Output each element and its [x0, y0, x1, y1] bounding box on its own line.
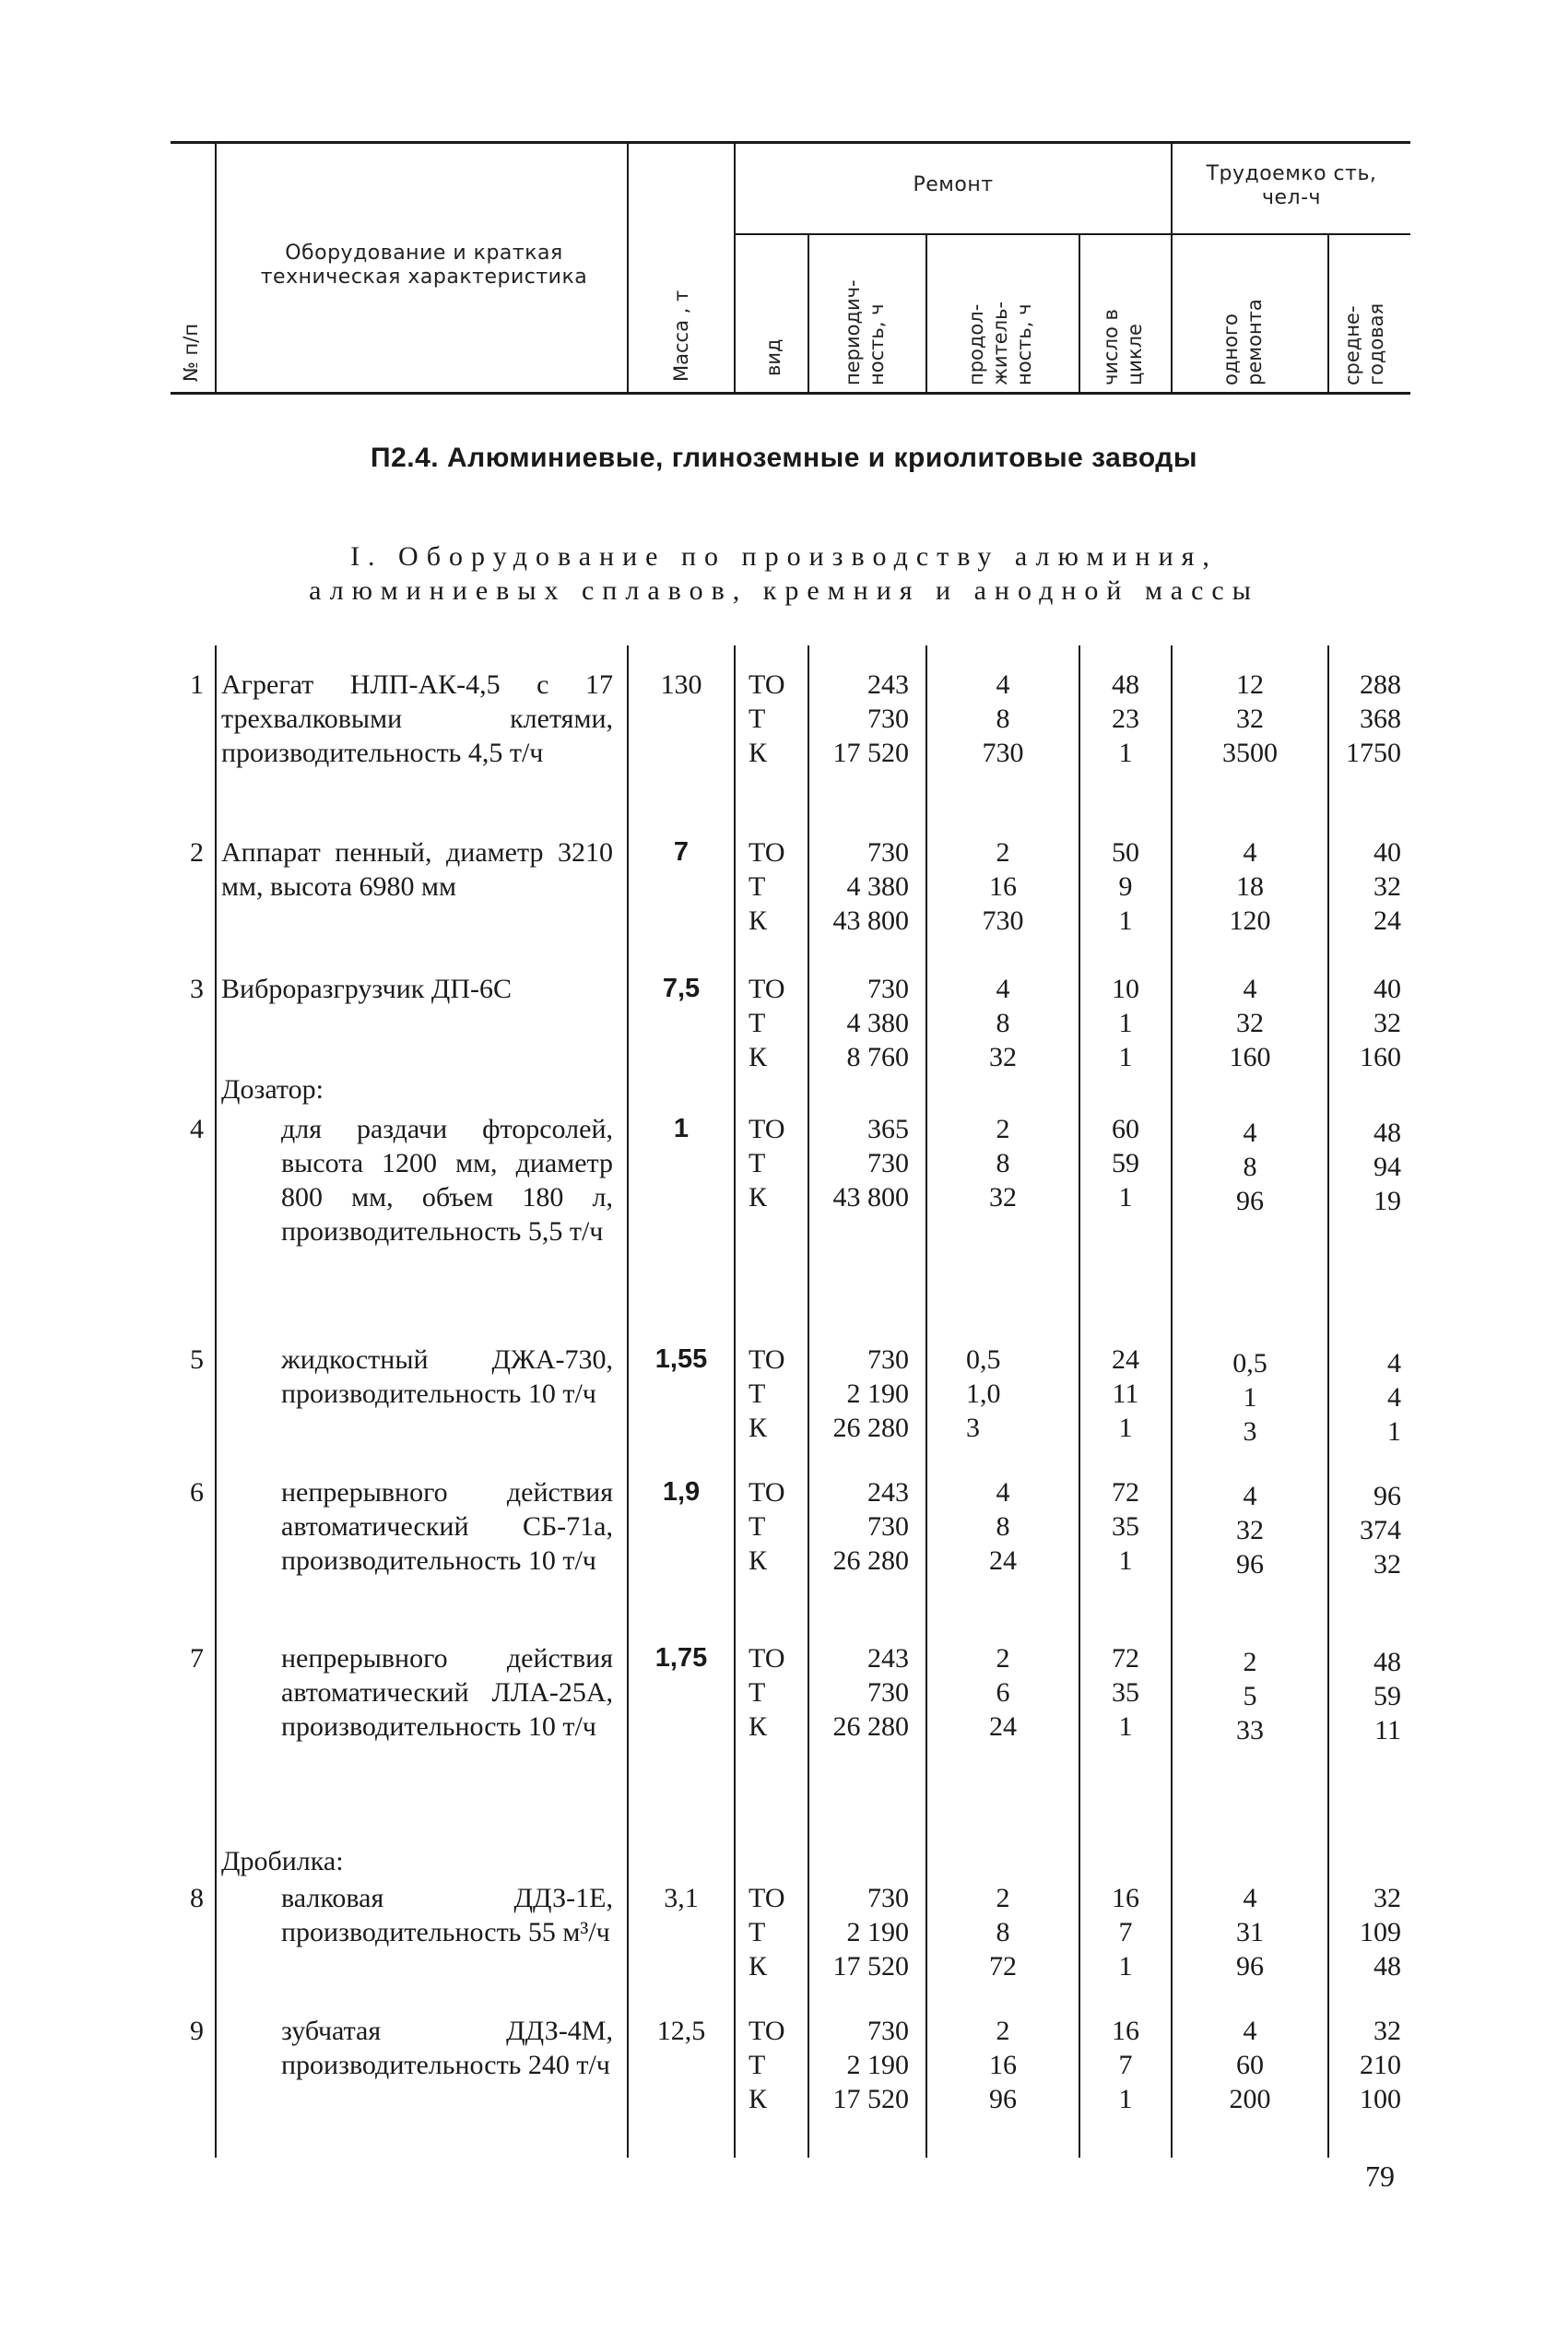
row-7-labor-one: 2 5 33: [1236, 1647, 1264, 1745]
row-9-num: 9: [190, 2016, 204, 2046]
header-col-period: периодич- ность, ч: [842, 279, 888, 385]
row-7-period: 243 730 26 280: [832, 1643, 909, 1742]
row-9-mass: 12,5: [656, 2016, 706, 2046]
row-8-period: 730 2 190 17 520: [832, 1883, 909, 1982]
row-2-num: 2: [190, 837, 204, 868]
row-6-mass: 1,9: [662, 1477, 701, 1507]
row-8-num: 8: [190, 1883, 204, 1913]
row-3-mass: 7,5: [662, 974, 701, 1003]
row-4-duration: 2 8 32: [989, 1114, 1017, 1213]
row-7-desc: непрерывного действия автоматический ЛЛА-25А, производительность 10 т/ч: [281, 1643, 613, 1742]
row-2-labor-avg: 40 32 24: [1373, 837, 1401, 936]
row-6-labor-avg: 96 374 32: [1360, 1481, 1401, 1580]
row-8-desc: валковая ДДЗ-1Е, производительность 55 м³/ч: [281, 1883, 613, 1947]
header-col-labor-one: одного ремонта: [1220, 299, 1266, 385]
header-col-duration: продол- житель- ность, ч: [965, 301, 1035, 385]
row-8-labor-avg: 32 109 48: [1360, 1883, 1401, 1982]
repair-group-rule: [736, 233, 1171, 235]
row-6-labor-one: 4 32 96: [1236, 1481, 1264, 1580]
row-2-duration: 2 16 730: [982, 837, 1024, 936]
header-vline-8: [1327, 235, 1329, 394]
row-7-types: ТО Т К: [749, 1643, 785, 1742]
header-vline-6: [925, 235, 927, 394]
row-7-num: 7: [190, 1643, 204, 1674]
row-5-labor-one: 0,5 1 3: [1232, 1348, 1267, 1447]
row-5-num: 5: [190, 1344, 204, 1375]
row-2-desc: Аппарат пенный, диаметр 3210 мм, высота 6980 мм: [221, 837, 613, 902]
row-5-mass: 1,55: [654, 1344, 708, 1374]
header-col-count: число в цикле: [1100, 309, 1146, 385]
row-5-labor-avg: 4 4 1: [1387, 1348, 1401, 1447]
row-2-types: ТО Т К: [749, 837, 785, 936]
header-col-type: вид: [762, 338, 784, 376]
row-1-labor-one: 12 32 3500: [1222, 669, 1278, 768]
header-col-labor-avg: средне- годовая: [1341, 302, 1387, 385]
row-2-period: 730 4 380 43 800: [832, 837, 909, 936]
row-9-duration: 2 16 96: [989, 2016, 1017, 2114]
row-3-labor-one: 4 32 160: [1229, 974, 1271, 1072]
row-4-num: 4: [190, 1114, 204, 1144]
row-3-period: 730 4 380 8 760: [846, 974, 909, 1072]
header-group-labor: Трудоемко сть, чел-ч: [1206, 162, 1377, 209]
header-bottom-rule: [171, 392, 1410, 395]
header-top-rule: [171, 141, 1410, 144]
row-9-count: 16 7 1: [1112, 2016, 1139, 2114]
row-6-num: 6: [190, 1477, 204, 1508]
row-3-count: 10 1 1: [1112, 974, 1139, 1072]
header-vline-1: [215, 143, 217, 394]
row-5-desc: жидкостный ДЖА-730, производительность 10 т/ч: [281, 1344, 613, 1409]
header-col-mass: Масса , т: [670, 290, 692, 382]
body-vline-3: [734, 645, 736, 2158]
row-5-period: 730 2 190 26 280: [832, 1344, 909, 1443]
row-3-types: ТО Т К: [749, 974, 785, 1072]
header-vline-5: [808, 235, 809, 394]
section-title: П2.4. Алюминиевые, глиноземные и криолитовые заводы: [371, 443, 1197, 473]
header-vline-2: [627, 143, 629, 394]
group-label-drobilka: Дробилка:: [221, 1846, 344, 1876]
row-8-count: 16 7 1: [1112, 1883, 1139, 1982]
row-5-count: 24 11 1: [1112, 1344, 1139, 1443]
row-5-duration: 0,5 1,0 3: [966, 1344, 1001, 1443]
row-4-types: ТО Т К: [749, 1114, 785, 1213]
row-3-labor-avg: 40 32 160: [1360, 974, 1401, 1072]
row-9-desc: зубчатая ДДЗ-4М, производительность 240 т/ч: [281, 2016, 613, 2080]
row-1-num: 1: [190, 669, 204, 700]
row-6-types: ТО Т К: [749, 1477, 785, 1576]
row-4-period: 365 730 43 800: [832, 1114, 909, 1213]
row-4-desc: для раздачи фторсолей, высота 1200 мм, диаметр 800 мм, объем 180 л, производительность 5,5 т/ч: [281, 1114, 613, 1247]
row-1-count: 48 23 1: [1112, 669, 1139, 768]
row-1-duration: 4 8 730: [982, 669, 1024, 768]
row-3-num: 3: [190, 974, 204, 1004]
row-6-desc: непрерывного действия автоматический СБ-71а, производительность 10 т/ч: [281, 1477, 613, 1576]
row-7-labor-avg: 48 59 11: [1373, 1647, 1401, 1745]
header-col-equipment: Оборудование и краткая техническая характеристика: [260, 242, 588, 289]
body-vline-2: [627, 645, 629, 2158]
header-col-num: № п/п: [180, 323, 202, 382]
row-8-duration: 2 8 72: [989, 1883, 1017, 1982]
row-2-mass: 7: [673, 837, 690, 867]
row-2-count: 50 9 1: [1112, 837, 1139, 936]
row-9-period: 730 2 190 17 520: [832, 2016, 909, 2114]
row-3-desc: Виброразгрузчик ДП-6С: [221, 974, 512, 1004]
labor-group-rule: [1173, 233, 1410, 235]
row-4-mass: 1: [673, 1114, 690, 1143]
row-2-labor-one: 4 18 120: [1229, 837, 1271, 936]
group-label-dozator: Дозатор:: [221, 1074, 324, 1105]
row-3-duration: 4 8 32: [989, 974, 1017, 1072]
row-9-labor-one: 4 60 200: [1229, 2016, 1271, 2114]
header-vline-7: [1079, 235, 1080, 394]
row-8-types: ТО Т К: [749, 1883, 785, 1982]
row-8-labor-one: 4 31 96: [1236, 1883, 1264, 1982]
subsection-title-line1: I. Оборудование по производству алюминия,: [350, 541, 1218, 572]
row-4-labor-one: 4 8 96: [1236, 1118, 1264, 1216]
row-9-types: ТО Т К: [749, 2016, 785, 2114]
row-7-duration: 2 6 24: [989, 1643, 1017, 1742]
row-9-labor-avg: 32 210 100: [1360, 2016, 1401, 2114]
row-1-types: ТО Т К: [749, 669, 785, 768]
row-4-labor-avg: 48 94 19: [1373, 1118, 1401, 1216]
row-1-desc: Агрегат НЛП-АК-4,5 с 17 трехвалковыми клетями, производительность 4,5 т/ч: [221, 669, 613, 768]
row-6-count: 72 35 1: [1112, 1477, 1139, 1576]
row-1-labor-avg: 288 368 1750: [1346, 669, 1401, 768]
row-4-count: 60 59 1: [1112, 1114, 1139, 1213]
body-vline-1: [215, 645, 217, 2158]
row-6-duration: 4 8 24: [989, 1477, 1017, 1576]
row-8-mass: 3,1: [664, 1883, 699, 1913]
row-7-mass: 1,75: [654, 1643, 708, 1673]
subsection-title-line2: алюминиевых сплавов, кремния и анодной массы: [309, 575, 1259, 606]
row-1-period: 243 730 17 520: [832, 669, 909, 768]
row-7-count: 72 35 1: [1112, 1643, 1139, 1742]
row-1-mass: 130: [660, 669, 702, 700]
row-5-types: ТО Т К: [749, 1344, 785, 1443]
row-6-period: 243 730 26 280: [832, 1477, 909, 1576]
header-group-repair: Ремонт: [913, 173, 994, 196]
page-number: 79: [1365, 2159, 1395, 2193]
